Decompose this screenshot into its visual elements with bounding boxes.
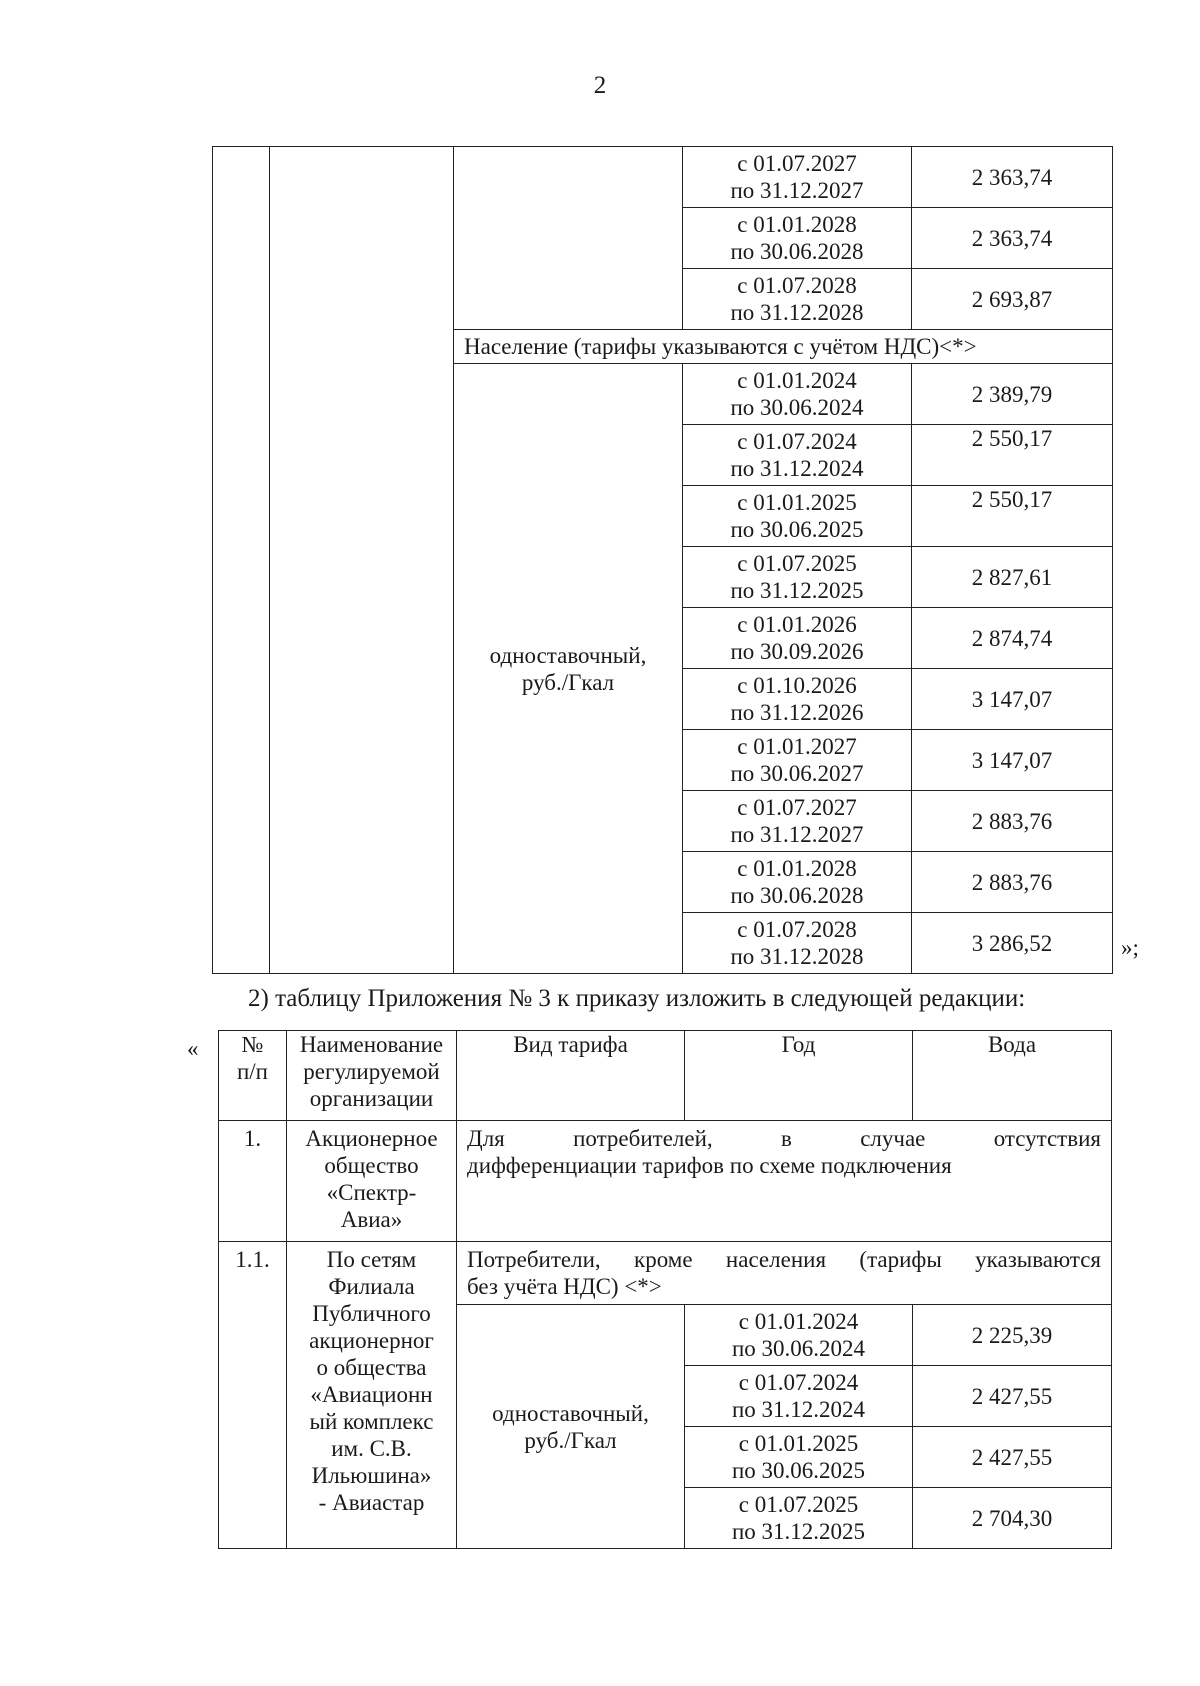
- period-cell: с 01.01.2026 по 30.09.2026: [683, 608, 912, 669]
- period-cell: с 01.01.2024 по 30.06.2024: [683, 364, 912, 425]
- period-cell: с 01.01.2028 по 30.06.2028: [683, 208, 912, 269]
- org-column-cell: [270, 147, 454, 974]
- consumer-group-description: Для потребителей, в случае отсутствия дифференциации тарифов по схеме подключения: [457, 1121, 1112, 1242]
- row-num: 1.: [219, 1121, 287, 1242]
- num-column-cell: [213, 147, 270, 974]
- consumer-group-description: Потребители, кроме населения (тарифы указываются без учёта НДС) <*>: [457, 1242, 1112, 1305]
- section-header: Население (тарифы указываются с учётом НДС)<*>: [454, 330, 1113, 364]
- value-cell: 3 147,07: [912, 730, 1113, 791]
- period-cell: с 01.01.2027 по 30.06.2027: [683, 730, 912, 791]
- org-name: По сетям Филиала Публичного акционерног о общества «Авиационн ый комплекс им. С.В. Ильюшина» - Авиастар: [287, 1242, 457, 1549]
- page-number: 2: [593, 72, 607, 99]
- appendix-3-table: [218, 1030, 1112, 1549]
- value-cell: 2 883,76: [912, 852, 1113, 913]
- period-cell: с 01.01.2025 по 30.06.2025: [683, 486, 912, 547]
- tariff-table-continuation: [212, 146, 1113, 974]
- closing-quote: »;: [1121, 935, 1139, 960]
- period-cell: с 01.07.2028 по 31.12.2028: [683, 269, 912, 330]
- header-tariff-type: Вид тарифа: [457, 1031, 685, 1121]
- org-name: Акционерное общество «Спектр- Авиа»: [287, 1121, 457, 1242]
- value-cell: 3 286,52: [912, 913, 1113, 974]
- period-cell: с 01.10.2026 по 31.12.2026: [683, 669, 912, 730]
- value-cell: 2 363,74: [912, 208, 1113, 269]
- value-cell: 2 693,87: [912, 269, 1113, 330]
- period-cell: с 01.07.2024 по 31.12.2024: [685, 1366, 913, 1427]
- value-cell: 2 827,61: [912, 547, 1113, 608]
- header-org: Наименование регулируемой организации: [287, 1031, 457, 1121]
- value-cell: 2 874,74: [912, 608, 1113, 669]
- value-cell: 2 225,39: [913, 1305, 1112, 1366]
- period-cell: с 01.07.2028 по 31.12.2028: [683, 913, 912, 974]
- value-cell: 2 550,17: [912, 425, 1113, 486]
- period-cell: с 01.01.2025 по 30.06.2025: [685, 1427, 913, 1488]
- opening-quote: «: [187, 1036, 199, 1061]
- value-cell: 2 427,55: [913, 1427, 1112, 1488]
- period-cell: с 01.07.2024 по 31.12.2024: [683, 425, 912, 486]
- header-water: Вода: [913, 1031, 1112, 1121]
- tariff-type-cell: одноставочный, руб./Гкал: [454, 364, 683, 974]
- period-cell: с 01.01.2028 по 30.06.2028: [683, 852, 912, 913]
- period-cell: с 01.07.2025 по 31.12.2025: [683, 547, 912, 608]
- value-cell: 2 883,76: [912, 791, 1113, 852]
- tariff-type-cell: одноставочный, руб./Гкал: [457, 1305, 685, 1549]
- tariff-type-cell-top: [454, 147, 683, 330]
- period-cell: с 01.07.2027 по 31.12.2027: [683, 791, 912, 852]
- value-cell: 2 704,30: [913, 1488, 1112, 1549]
- value-cell: 3 147,07: [912, 669, 1113, 730]
- header-year: Год: [685, 1031, 913, 1121]
- value-cell: 2 363,74: [912, 147, 1113, 208]
- row-num: 1.1.: [219, 1242, 287, 1549]
- period-cell: с 01.07.2027 по 31.12.2027: [683, 147, 912, 208]
- amendment-paragraph: 2) таблицу Приложения № 3 к приказу изложить в следующей редакции:: [248, 985, 1026, 1012]
- value-cell: 2 427,55: [913, 1366, 1112, 1427]
- value-cell: 2 550,17: [912, 486, 1113, 547]
- header-num: № п/п: [219, 1031, 287, 1121]
- value-cell: 2 389,79: [912, 364, 1113, 425]
- period-cell: с 01.07.2025 по 31.12.2025: [685, 1488, 913, 1549]
- period-cell: с 01.01.2024 по 30.06.2024: [685, 1305, 913, 1366]
